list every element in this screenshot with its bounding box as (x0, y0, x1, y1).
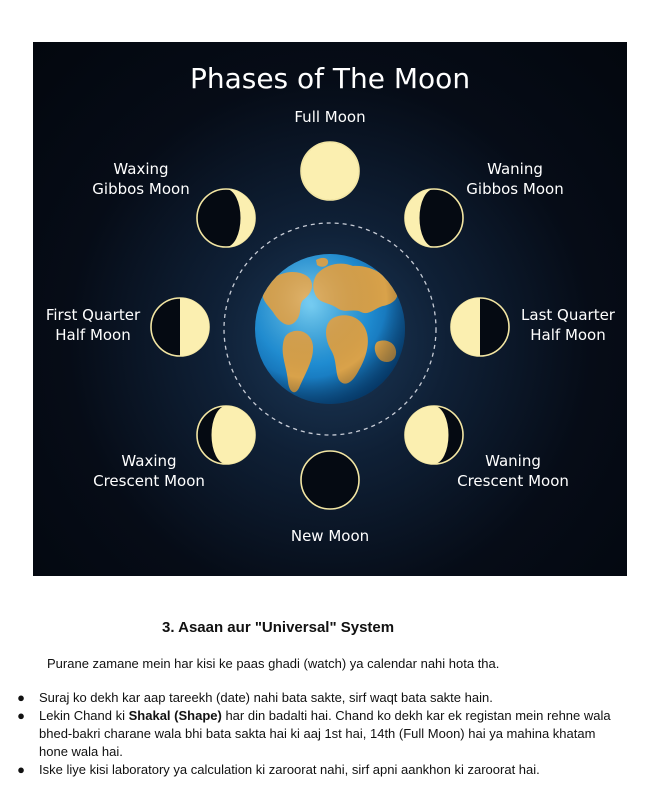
first-quarter-label: First Quarter (45, 306, 141, 324)
bullet-item (14, 689, 624, 707)
waxing-crescent-label: Crescent Moon (93, 472, 205, 490)
waning-crescent-label: Waning (485, 452, 541, 470)
bullet-bold-term: Shakal (Shape) (128, 708, 222, 723)
last-quarter-label: Half Moon (530, 326, 606, 344)
waxing-crescent-moon (197, 406, 255, 464)
bullet-text: Suraj ko dekh kar aap tareekh (date) nahi bata sakte, sirf waqt bata sakte hain. (39, 690, 493, 705)
waning-gibbous-label: Waning (487, 160, 543, 178)
last-quarter-moon (451, 298, 509, 356)
bullet-item (14, 707, 624, 761)
last-quarter-lit (451, 298, 480, 356)
new-moon-disk (301, 451, 359, 509)
first-quarter-label: Half Moon (55, 326, 131, 344)
waxing-crescent-lit (212, 406, 256, 464)
waning-crescent-lit (405, 406, 449, 464)
moon-phases-illustration (33, 42, 627, 576)
earth-shading (255, 254, 405, 404)
bullet-text: Iske liye kisi laboratory ya calculation ki zaroorat nahi, sirf apni aankhon ki zaroorat hai. (39, 762, 540, 777)
bullet-dot: ● (17, 690, 25, 705)
full-moon-label: Full Moon (294, 108, 366, 126)
full-moon-lit (302, 143, 359, 200)
first-quarter-moon (151, 298, 209, 356)
earth-globe (255, 254, 405, 404)
new-moon-label: New Moon (290, 527, 370, 545)
figure-title: Phases of The Moon (189, 62, 471, 95)
first-quarter-lit (180, 298, 209, 356)
bullet-text-post: har din badalti hai. Chand ko dekh kar ek registan mein rehne wala bhed-bakri charane wala bhi bata sakta hai ki aaj 1st hai, 14th (Full Moon) hai ya mahina khatam hone wala hai. (39, 708, 611, 759)
bullet-text-pre: Lekin Chand ki (39, 708, 129, 723)
bullet-item (14, 761, 624, 779)
waning-crescent-label: Crescent Moon (457, 472, 569, 490)
waxing-gibbous-label: Gibbos Moon (92, 180, 190, 198)
waxing-gibbous-label: Waxing (113, 160, 169, 178)
waning-crescent-moon (405, 406, 463, 464)
section-intro: Purane zamane mein har kisi ke paas ghadi (watch) ya calendar nahi hota tha. (47, 656, 500, 671)
waxing-gibbous-moon (197, 189, 255, 247)
waxing-crescent-label: Waxing (121, 452, 177, 470)
section-heading: 3. Asaan aur "Universal" System (162, 619, 395, 636)
last-quarter-label: Last Quarter (521, 306, 615, 324)
moon-phases-svg (33, 42, 627, 576)
waning-gibbous-moon (405, 189, 463, 247)
bullet-dot: ● (17, 762, 25, 777)
full-moon-moon (301, 142, 359, 200)
new-moon-moon (301, 451, 359, 509)
bullet-list (14, 689, 624, 779)
bullet-dot: ● (17, 708, 25, 723)
waning-gibbous-label: Gibbos Moon (466, 180, 564, 198)
